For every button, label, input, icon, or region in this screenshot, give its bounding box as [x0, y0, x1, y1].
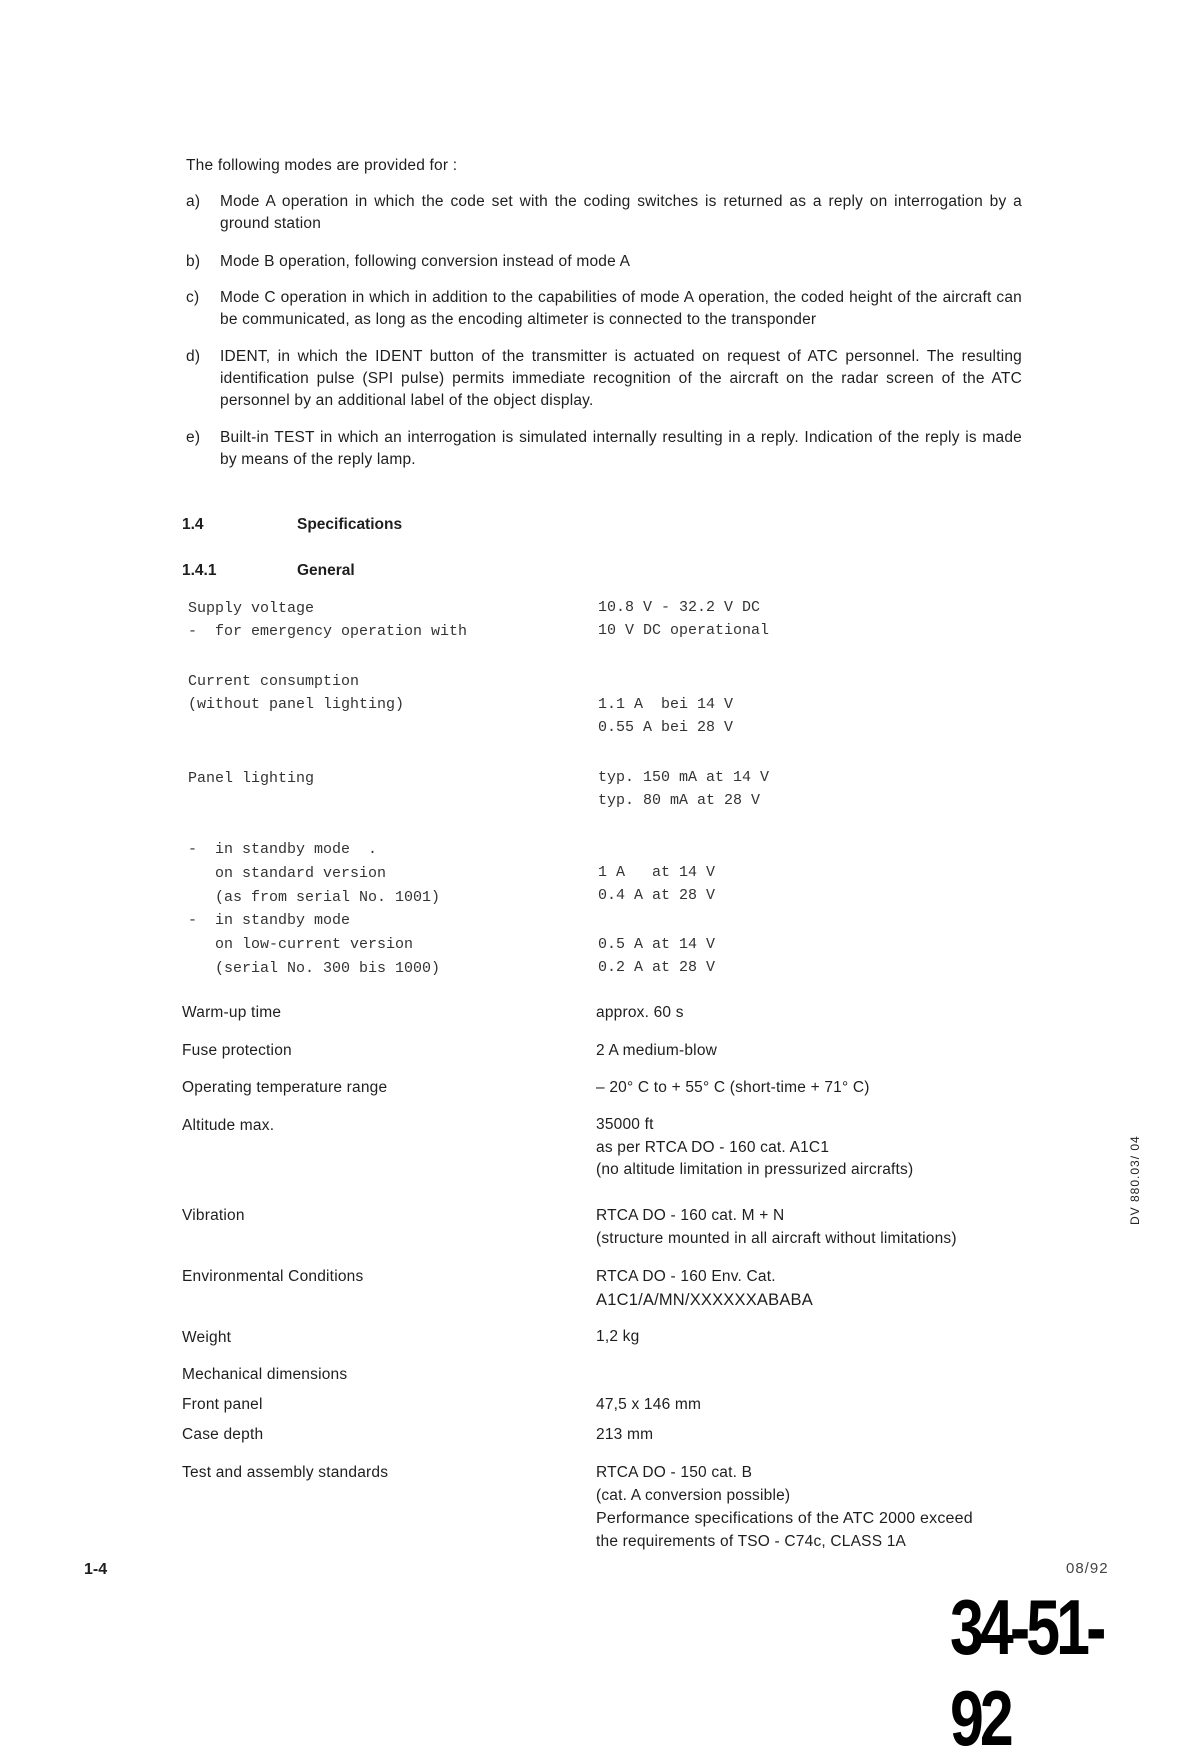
vibration-value-1: RTCA DO - 160 cat. M + N: [596, 1207, 785, 1224]
front-panel-value: 47,5 x 146 mm: [596, 1396, 702, 1413]
mode-a-text: Mode A operation in which the code set with the coding switches is returned as a reply on interrogation by a ground station: [220, 193, 1022, 232]
warmup-label: Warm-up time: [182, 1004, 282, 1021]
standby-standard-value: 1 A at 14 V 0.4 A at 28 V: [598, 864, 716, 904]
weight-label: Weight: [182, 1329, 232, 1346]
mode-c-item: [186, 287, 1022, 331]
mode-a-label: a): [186, 193, 201, 210]
document-reference: DV 880.03/ 04: [1128, 1135, 1142, 1225]
test-standards-value-1: RTCA DO - 150 cat. B: [596, 1464, 753, 1481]
revision-date: 08/92: [1066, 1560, 1109, 1577]
test-standards-value-2: (cat. A conversion possible): [596, 1487, 791, 1504]
weight-value: 1,2 kg: [596, 1328, 640, 1345]
warmup-value: approx. 60 s: [596, 1004, 684, 1021]
chapter-number: 34-51-92: [950, 1583, 1103, 1762]
fuse-label: Fuse protection: [182, 1042, 292, 1059]
test-standards-value-3: Performance specifications of the ATC 2000 exceed: [596, 1510, 973, 1527]
front-panel-label: Front panel: [182, 1396, 263, 1413]
mode-a-item: [186, 191, 1022, 235]
fuse-value: 2 A medium-blow: [596, 1042, 718, 1059]
altitude-value-2: as per RTCA DO - 160 cat. A1C1: [596, 1139, 830, 1156]
standby-mode-label: - in standby mode . on standard version (as from serial No. 1001) - in standby mode on low-current version (serial No. 300 bis 1000): [188, 841, 441, 977]
standby-low-current-value: 0.5 A at 14 V 0.2 A at 28 V: [598, 936, 716, 976]
panel-lighting-value: typ. 150 mA at 14 V typ. 80 mA at 28 V: [598, 769, 770, 809]
mode-e-item: [186, 427, 1022, 471]
mode-d-item: [186, 346, 1022, 412]
environmental-value-1: RTCA DO - 160 Env. Cat.: [596, 1268, 776, 1285]
test-standards-value-4: the requirements of TSO - C74c, CLASS 1A: [596, 1533, 907, 1550]
current-consumption-label: Current consumption (without panel lighting): [188, 673, 405, 713]
vibration-value-2: (structure mounted in all aircraft without limitations): [596, 1230, 957, 1247]
supply-voltage-label: Supply voltage - for emergency operation with: [188, 600, 468, 640]
temperature-label: Operating temperature range: [182, 1079, 388, 1096]
section-general-title: General: [297, 562, 355, 579]
supply-voltage-value: 10.8 V - 32.2 V DC 10 V DC operational: [598, 599, 770, 639]
case-depth-value: 213 mm: [596, 1426, 654, 1443]
current-consumption-value: 1.1 A bei 14 V 0.55 A bei 28 V: [598, 696, 734, 736]
section-general-number: 1.4.1: [182, 562, 217, 579]
mode-b-label: b): [186, 253, 201, 270]
altitude-value-1: 35000 ft: [596, 1116, 654, 1133]
altitude-value-3: (no altitude limitation in pressurized aircrafts): [596, 1161, 914, 1178]
environmental-label: Environmental Conditions: [182, 1268, 364, 1285]
page-number: 1-4: [84, 1561, 108, 1578]
section-specifications-title: Specifications: [297, 516, 403, 533]
mode-b-item: [186, 251, 1022, 273]
mode-e-text: Built-in TEST in which an interrogation is simulated internally resulting in a reply. Indication of the reply is made by means of the reply lamp.: [220, 429, 1022, 468]
section-specifications-number: 1.4: [182, 516, 204, 533]
test-standards-label: Test and assembly standards: [182, 1464, 389, 1481]
mode-c-text: Mode C operation in which in addition to the capabilities of mode A operation, the coded height of the aircraft can be communicated, as long as the encoding altimeter is connected to the transponder: [220, 289, 1022, 328]
altitude-label: Altitude max.: [182, 1117, 275, 1134]
temperature-value: – 20° C to + 55° C (short-time + 71° C): [596, 1079, 870, 1096]
vibration-label: Vibration: [182, 1207, 245, 1224]
mode-e-label: e): [186, 429, 201, 446]
mode-d-label: d): [186, 348, 201, 365]
mode-c-label: c): [186, 289, 200, 306]
intro-text: The following modes are provided for :: [186, 157, 458, 174]
mechanical-dimensions-label: Mechanical dimensions: [182, 1366, 348, 1383]
environmental-value-2: A1C1/A/MN/XXXXXXABABA: [596, 1291, 813, 1309]
mode-d-text: IDENT, in which the IDENT button of the transmitter is actuated on request of ATC personnel. The resulting identification pulse (SPI pulse) permits immediate recognition of the aircraft on the radar screen of the ATC personnel by an additional label of the object display.: [220, 348, 1022, 409]
case-depth-label: Case depth: [182, 1426, 264, 1443]
mode-b-text: Mode B operation, following conversion instead of mode A: [220, 253, 631, 270]
panel-lighting-label: Panel lighting: [188, 770, 315, 787]
